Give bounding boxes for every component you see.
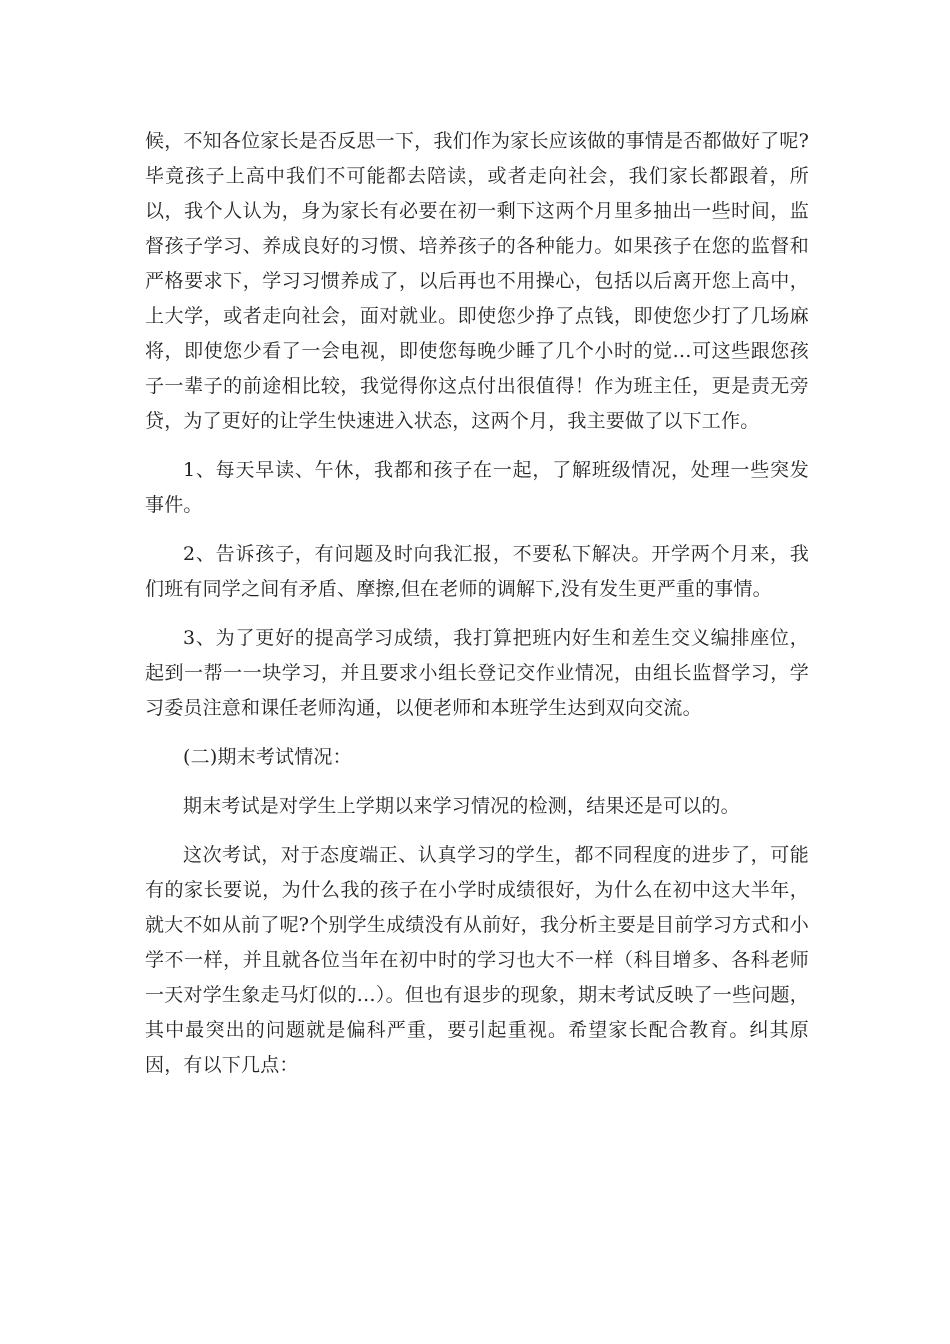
paragraph-exam-summary: 期末考试是对学生上学期以来学习情况的检测，结果还是可以的。 bbox=[183, 795, 740, 817]
document-body bbox=[145, 124, 809, 1083]
paragraph-continuation: 候，不知各位家长是否反思一下，我们作为家长应该做的事情是否都做好了呢?毕竟孩子上高中我们不可能都去陪读，或者走向社会，我们家长都跟着，所以，我个人认为，身为家长有必要在初一剩下这两个月里多抽出一些时间，监督孩子学习、养成良好的习惯、培养孩子的各种能力。如果孩子在您的监督和严格要求下，学习习惯养成了，以后再也不用操心，包括以后离开您上高中，上大学，或者走向社会，面对就业。即使您少挣了点钱，即使您少打了几场麻将，即使您少看了一会电视，即使您每晚少睡了几个小时的觉…可这些跟您孩子一辈子的前途相比较，我觉得你这点付出很值得！作为班主任，更是责无旁贷，为了更好的让学生快速进入状态，这两个月，我主要做了以下工作。 bbox=[145, 130, 809, 432]
paragraph-exam-analysis: 这次考试，对于态度端正、认真学习的学生，都不同程度的进步了，可能有的家长要说，为什么我的孩子在小学时成绩很好，为什么在初中这大半年，就大不如从前了呢?个别学生成绩没有从前好，我分析主要是目前学习方式和小学不一样，并且就各位当年在初中时的学习也大不一样（科目增多、各科老师一天对学生象走马灯似的…）。但也有退步的现象，期末考试反映了一些问题，其中最突出的问题就是偏科严重，要引起重视。希望家长配合教育。纠其原因，有以下几点： bbox=[145, 844, 809, 1076]
paragraph-item-3: 3、为了更好的提高学习成绩，我打算把班内好生和差生交义编排座位，起到一帮一一块学习，并且要求小组长登记交作业情况，由组长监督学习，学习委员注意和课任老师沟通，以便老师和本班学生达到双向交流。 bbox=[145, 627, 809, 719]
section-heading-exam: (二)期末考试情况： bbox=[183, 746, 352, 768]
paragraph-item-1: 1、每天早读、午休，我都和孩子在一起，了解班级情况，处理一些突发事件。 bbox=[145, 459, 809, 516]
paragraph-item-2: 2、告诉孩子，有问题及时向我汇报，不要私下解决。开学两个月来，我们班有同学之间有矛盾、摩擦,但在老师的调解下,没有发生更严重的事情。 bbox=[145, 543, 809, 600]
